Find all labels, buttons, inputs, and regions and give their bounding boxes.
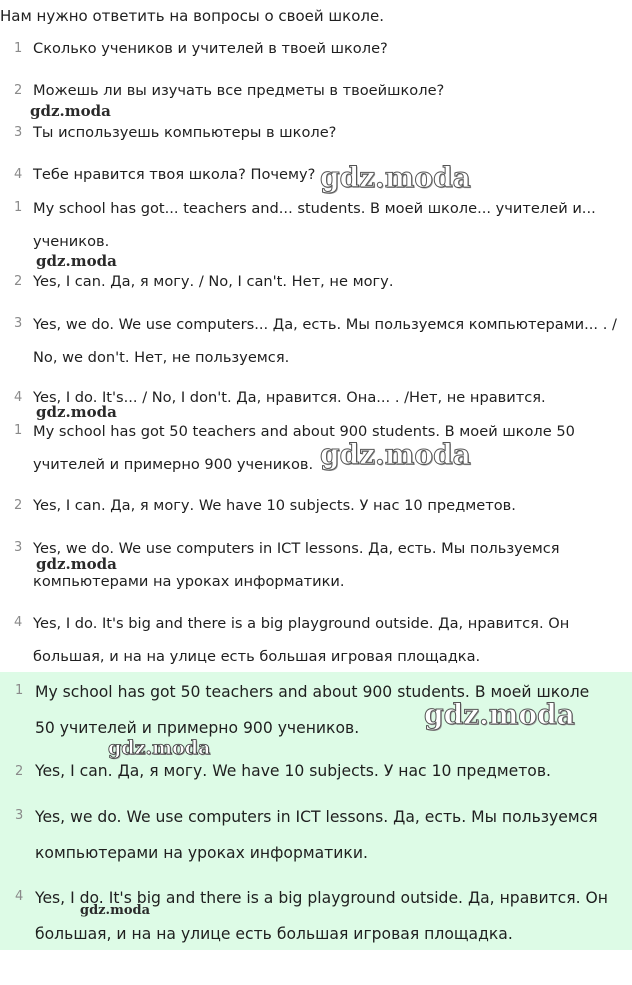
item-number: 3	[15, 808, 24, 823]
item-text: My school has got 50 teachers and about 900 students. В моей школе 50 учителей и примерно 900 учеников.	[33, 423, 575, 473]
watermark: gdz.moda	[424, 698, 575, 731]
item-number: 1	[15, 683, 24, 698]
item-text: Yes, I can. Да, я могу. We have 10 subjects. У нас 10 предметов.	[35, 762, 551, 780]
item-text: My school has got 50 teachers and about 900 students. В моей школе 50 учителей и примерно 900 учеников.	[35, 683, 590, 737]
item-text: Можешь ли вы изучать все предметы в твоейшколе?	[33, 82, 445, 99]
item-text: Yes, we do. We use computers in ICT lessons. Да, есть. Мы пользуемся компьютерами на уроках информатики.	[33, 540, 560, 590]
item-text: Ты используешь компьютеры в школе?	[33, 124, 337, 141]
intro-text: Нам нужно ответить на вопросы о своей школе.	[0, 7, 384, 25]
item-text: My school has got... teachers and... students. В моей школе... учителей и... учеников.	[33, 200, 596, 250]
item-number: 2	[14, 274, 23, 289]
item-text: Yes, I do. It's big and there is a big playground outside. Да, нравится. Он большая, и на на улице есть большая игровая площадка.	[35, 889, 608, 943]
item-number: 1	[14, 423, 23, 438]
watermark: gdz.moda	[36, 252, 117, 270]
item-number: 4	[14, 167, 23, 182]
item-text: Yes, I do. It's big and there is a big playground outside. Да, нравится. Он большая, и на на улице есть большая игровая площадка.	[33, 615, 570, 665]
item-number: 3	[14, 316, 23, 331]
watermark: gdz.moda	[36, 555, 117, 573]
item-number: 4	[14, 390, 23, 405]
watermark: gdz.moda	[80, 903, 151, 918]
item-text: Yes, I can. Да, я могу. We have 10 subjects. У нас 10 предметов.	[33, 497, 516, 514]
watermark: gdz.moda	[108, 737, 211, 759]
item-text: Yes, we do. We use computers... Да, есть. Мы пользуемся компьютерами... . / No, we don't. Нет, не пользуемся.	[33, 316, 617, 366]
item-number: 1	[14, 200, 23, 215]
item-number: 2	[15, 764, 24, 779]
watermark: gdz.moda	[36, 403, 117, 421]
watermark: gdz.moda	[320, 438, 471, 471]
item-number: 4	[14, 615, 23, 630]
item-text: Yes, I do. It's... / No, I don't. Да, нравится. Она... . /Нет, не нравится.	[33, 389, 546, 406]
item-text: Тебе нравится твоя школа? Почему?	[33, 166, 316, 183]
watermark: gdz.moda	[30, 102, 111, 120]
item-text: Yes, we do. We use computers in ICT lessons. Да, есть. Мы пользуемся компьютерами на уроках информатики.	[35, 808, 598, 862]
item-number: 2	[14, 498, 23, 513]
item-number: 4	[15, 889, 24, 904]
item-number: 3	[14, 540, 23, 555]
item-text: Сколько учеников и учителей в твоей школе?	[33, 40, 388, 57]
item-number: 3	[14, 125, 23, 140]
item-text: Yes, I can. Да, я могу. / No, I can't. Нет, не могу.	[33, 273, 394, 290]
watermark: gdz.moda	[320, 161, 471, 194]
item-number: 2	[14, 83, 23, 98]
item-number: 1	[14, 41, 23, 56]
